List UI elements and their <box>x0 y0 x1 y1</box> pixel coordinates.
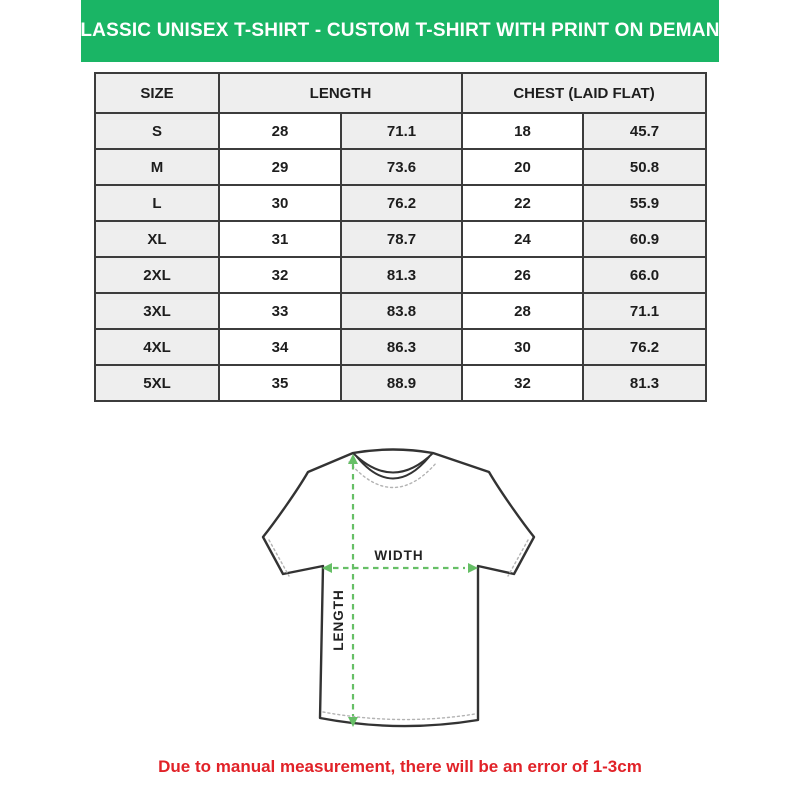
value-cell: 76.2 <box>341 185 462 221</box>
table-row <box>95 149 706 185</box>
value-cell: 71.1 <box>583 293 706 329</box>
value-cell: 33 <box>219 293 341 329</box>
value-cell: 28 <box>219 113 341 149</box>
table-header-row <box>95 73 706 113</box>
value-cell: 20 <box>462 149 583 185</box>
size-cell: 3XL <box>95 293 219 329</box>
size-cell: 4XL <box>95 329 219 365</box>
value-cell: 32 <box>219 257 341 293</box>
size-cell: 2XL <box>95 257 219 293</box>
table-row <box>95 221 706 257</box>
value-cell: 81.3 <box>341 257 462 293</box>
title-banner <box>66 0 734 62</box>
value-cell: 81.3 <box>583 365 706 401</box>
size-table-body <box>95 113 706 401</box>
table-row <box>95 185 706 221</box>
value-cell: 34 <box>219 329 341 365</box>
size-cell: XL <box>95 221 219 257</box>
value-cell: 26 <box>462 257 583 293</box>
value-cell: 30 <box>462 329 583 365</box>
size-cell: S <box>95 113 219 149</box>
size-table <box>94 72 707 402</box>
size-column-header: SIZE <box>95 73 219 113</box>
table-row <box>95 329 706 365</box>
value-cell: 35 <box>219 365 341 401</box>
value-cell: 32 <box>462 365 583 401</box>
value-cell: 66.0 <box>583 257 706 293</box>
value-cell: 55.9 <box>583 185 706 221</box>
value-cell: 18 <box>462 113 583 149</box>
value-cell: 24 <box>462 221 583 257</box>
size-cell: M <box>95 149 219 185</box>
length-column-header: LENGTH <box>219 73 462 113</box>
value-cell: 78.7 <box>341 221 462 257</box>
value-cell: 76.2 <box>583 329 706 365</box>
length-label: LENGTH <box>331 589 346 651</box>
table-row <box>95 113 706 149</box>
value-cell: 30 <box>219 185 341 221</box>
table-row <box>95 293 706 329</box>
value-cell: 50.8 <box>583 149 706 185</box>
value-cell: 22 <box>462 185 583 221</box>
measurement-error-note: Due to manual measurement, there will be an error of 1-3cm <box>158 757 642 776</box>
value-cell: 60.9 <box>583 221 706 257</box>
page-title: CLASSIC UNISEX T-SHIRT - CUSTOM T-SHIRT WITH PRINT ON DEMAND <box>66 20 734 41</box>
tshirt-outline <box>263 450 534 727</box>
value-cell: 83.8 <box>341 293 462 329</box>
tshirt-measurement-diagram <box>230 420 570 760</box>
value-cell: 86.3 <box>341 329 462 365</box>
table-row <box>95 365 706 401</box>
value-cell: 88.9 <box>341 365 462 401</box>
width-label: WIDTH <box>374 548 424 563</box>
value-cell: 73.6 <box>341 149 462 185</box>
size-cell: L <box>95 185 219 221</box>
table-row <box>95 257 706 293</box>
value-cell: 71.1 <box>341 113 462 149</box>
value-cell: 29 <box>219 149 341 185</box>
value-cell: 28 <box>462 293 583 329</box>
value-cell: 45.7 <box>583 113 706 149</box>
size-cell: 5XL <box>95 365 219 401</box>
chest-column-header: CHEST (LAID FLAT) <box>462 73 706 113</box>
value-cell: 31 <box>219 221 341 257</box>
